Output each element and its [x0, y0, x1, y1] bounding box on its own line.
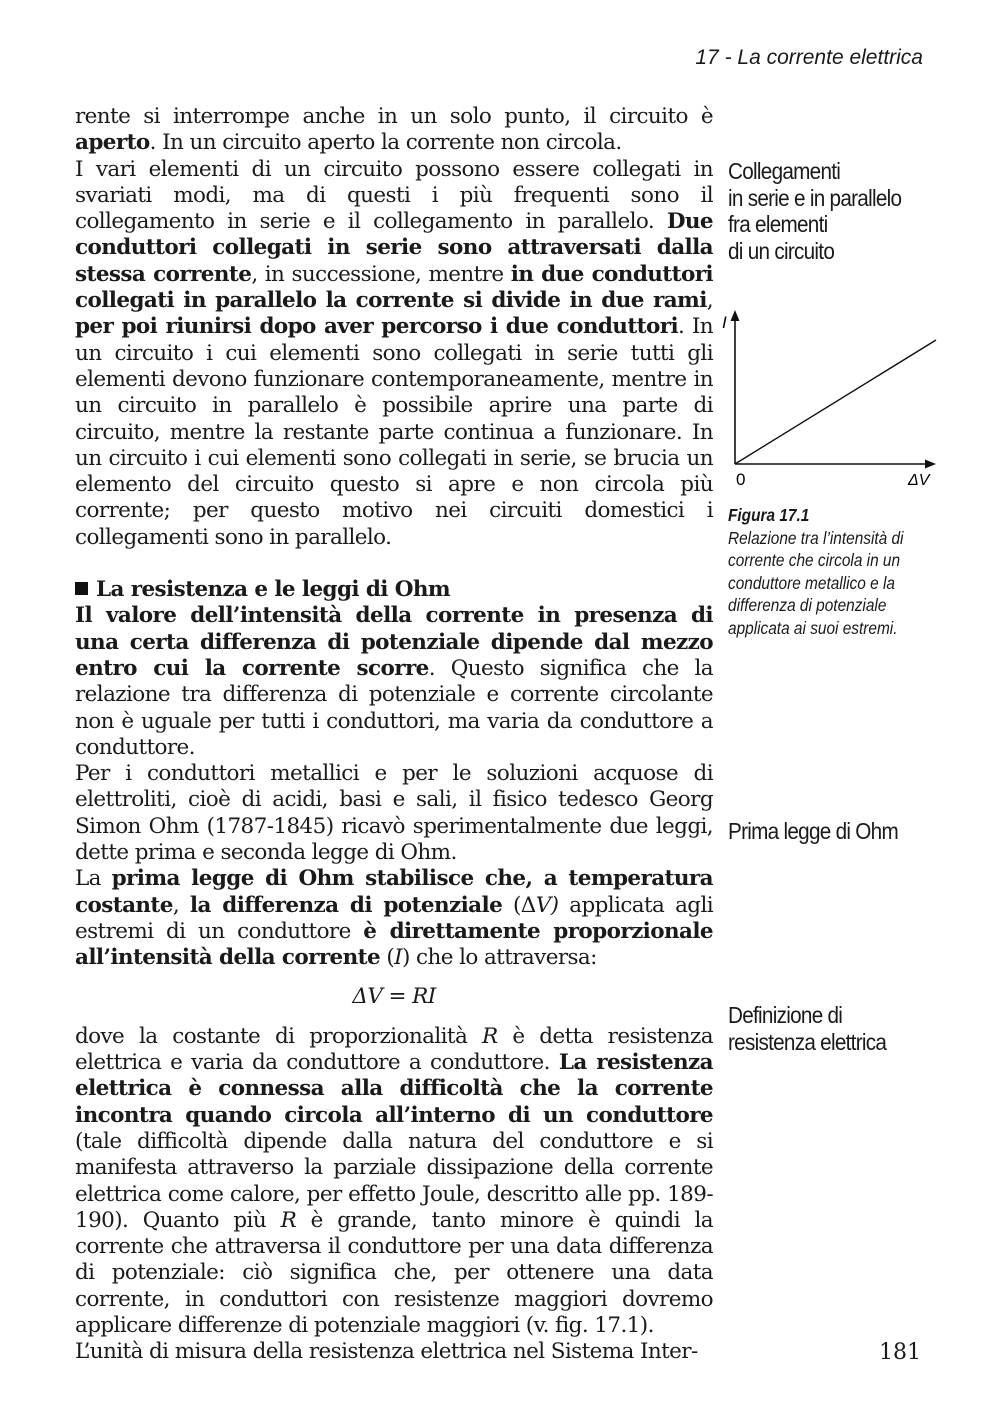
section-heading-text: La resistenza e le leggi di Ohm [96, 577, 451, 603]
square-bullet-icon [75, 582, 88, 595]
margin-note-line: Collegamenti [728, 158, 841, 184]
italic-text: I [394, 945, 403, 971]
figure-caption-title: Figura 17.1 [728, 505, 810, 525]
margin-note-line: Definizione di [728, 1002, 843, 1028]
text-run: , [706, 288, 713, 314]
text-run: ( [380, 945, 395, 971]
text-run: rente si interrompe anche in un solo punto, il circuito è [75, 104, 713, 129]
bold-text: Il valore dell’intensità della corrente in presenza di una certa differenza di potenziale dipende dal mezzo entro cui la corrente scorre [75, 603, 713, 681]
figure-caption-text: Relazione tra l’intensità di corrente che circola in un conduttore metallico e la differenza di potenziale applicata ai suoi estremi. [728, 527, 904, 638]
text-run: . In un circuito i cui elementi sono collegati in serie tutti gli elementi devono funzionare contemporaneamente, mentre in un circuito in parallelo è possibile aprire una parte di circuito, mentre la restante parte continua a funzionare. In un circuito i cui elementi sono collegati in serie, se brucia un elemento del circuito questo si apre e non circola più corrente; per questo motivo nei circuiti domestici i collegamenti sono in parallelo. [75, 314, 713, 550]
text-run: dove la costante di proporzionalità [75, 1023, 482, 1049]
italic-text: R [481, 1023, 498, 1049]
margin-note-prima-legge [728, 818, 898, 845]
bold-text: in due conduttori collegati in parallelo la corrente si divide in due rami [75, 261, 713, 314]
paragraph-5 [75, 866, 713, 971]
bold-text: Due conduttori collegati in serie sono attraversati dalla stessa corrente [75, 209, 713, 287]
paragraph-3 [75, 603, 713, 761]
text-run: (Δ [502, 892, 536, 918]
paragraph-1 [75, 104, 713, 157]
text-run: La [75, 866, 112, 892]
y-axis-arrow-icon [731, 310, 740, 321]
text-run: , [172, 892, 190, 918]
margin-note-line: fra elementi [728, 211, 828, 237]
x-axis-arrow-icon [925, 460, 936, 469]
text-run: . Questo significa che la relazione tra differenza di potenziale e corrente circolante non è uguale per tutti i conduttori, ma varia da conduttore a conduttore. [75, 655, 713, 760]
paragraph-7 [75, 1339, 713, 1365]
margin-note-line: resistenza elettrica [728, 1028, 887, 1055]
italic-text: R [280, 1207, 297, 1233]
text-run: . In un circuito aperto la corrente non circola. [149, 130, 622, 156]
paragraph-4 [75, 761, 713, 866]
text-run: Per i conduttori metallici e per le soluzioni acquose di elettroliti, cioè di acidi, basi e sali, il fisico tedesco Georg Simon Ohm (1787-1845) ricavò sperimentalmente due leggi, dette prima e seconda legge di Ohm. [75, 761, 713, 866]
section-heading [75, 577, 713, 603]
bold-text: la differenza di potenziale [189, 892, 503, 918]
margin-note-collegamenti [728, 158, 901, 264]
page-number: 181 [879, 1340, 921, 1365]
bold-text: prima legge di Ohm stabilisce che, a temperatura costante [75, 866, 713, 918]
x-axis-label: ΔV [908, 472, 930, 489]
margin-note-resistenza [728, 1002, 886, 1055]
ohm-formula: ΔV = RI [352, 983, 436, 1009]
y-axis-label: I [722, 313, 727, 332]
paragraph-2 [75, 157, 713, 551]
text-run: è detta resistenza elettrica e varia da conduttore a conduttore. [75, 1023, 713, 1076]
text-run: (tale difficoltà dipende dalla natura del conduttore e si manifesta attraverso la parziale dissipazione della corrente elettrica come calore, per effetto Joule, descritto alle pp. 189-190). Quanto più [75, 1128, 713, 1233]
bold-text: è direttamente proporzionale all’intensità della corrente [75, 918, 713, 971]
bold-text: La resistenza elettrica è connessa alla difficoltà che la corrente incontra quando circola all’interno di un conduttore [75, 1050, 714, 1128]
text-run: , in successione, mentre [251, 261, 511, 287]
figure-caption [728, 504, 904, 639]
text-run: è grande, tanto minore è quindi la corrente che attraversa il conduttore per una data differenza di potenziale: ciò significa che, per ottenere una data corrente, in conduttori con resistenze maggiori dovremo applicare differenze di potenziale maggiori (v. fig. 17.1). [75, 1207, 713, 1339]
running-header: 17 - La corrente elettrica [695, 46, 923, 69]
margin-note-line: in serie e in parallelo [728, 184, 902, 211]
text-run: I vari elementi di un circuito possono essere collegati in svariati modi, ma di questi i più frequenti sono il collegamento in serie e il collegamento in parallelo. [75, 156, 713, 235]
text-run: ) che lo attraversa: [402, 945, 597, 971]
figure-17-1-graph [718, 304, 948, 494]
origin-label: 0 [736, 470, 746, 489]
proportionality-line [735, 340, 936, 464]
text-run: applicata agli estremi di un conduttore [75, 892, 714, 944]
bold-text: aperto [75, 130, 150, 156]
main-text-column [75, 104, 713, 1366]
margin-note-line: Prima legge di Ohm [728, 818, 898, 844]
italic-text: V) [535, 892, 559, 918]
text-run: L’unità di misura della resistenza elettrica nel Sistema Inter- [75, 1339, 698, 1365]
paragraph-6 [75, 1024, 713, 1340]
bold-text: per poi riunirsi dopo aver percorso i due conduttori [75, 314, 679, 340]
margin-note-line: di un circuito [728, 237, 835, 264]
